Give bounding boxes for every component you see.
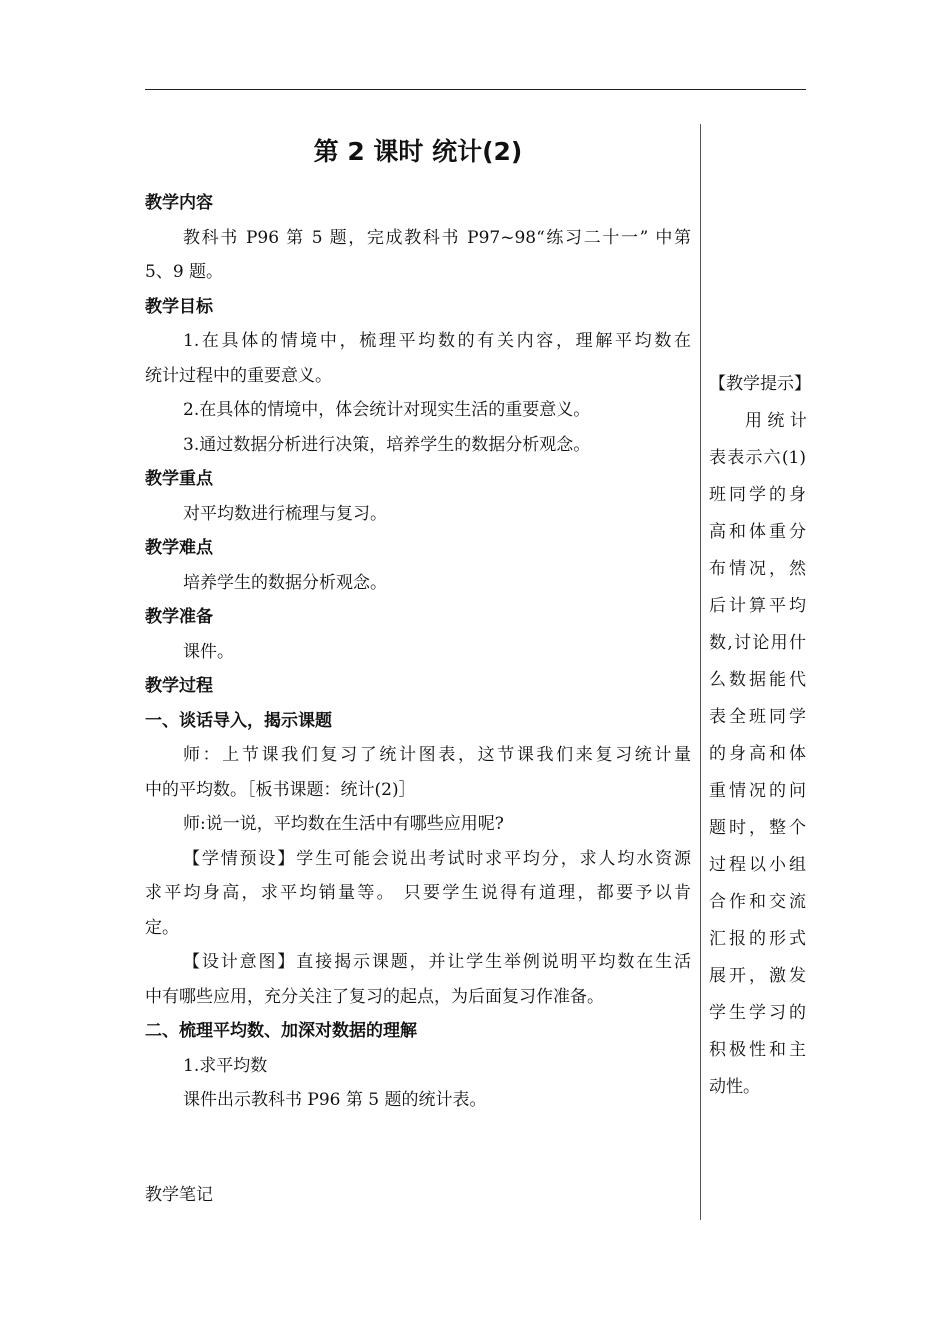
sidebar-line: 么数据能代 [709, 670, 806, 690]
content-line: 5、9 题。 [145, 262, 224, 282]
sidebar-line: 汇报的形式 [709, 929, 806, 949]
sidebar-line: 动性。 [709, 1077, 760, 1097]
sidebar-line: 表表示六(1) [709, 448, 806, 468]
footer-notes-label: 教学笔记 [145, 1185, 213, 1205]
section-heading-goals: 教学目标 [145, 296, 213, 317]
sidebar-heading: 【教学提示】 [709, 374, 811, 394]
sidebar-line: 学生学习的 [709, 1003, 806, 1023]
paragraph-line: 中有哪些应用，充分关注了复习的起点，为后面复习作准备。 [145, 986, 604, 1007]
prep-text: 课件。 [183, 641, 234, 662]
goal-line: 统计过程中的重要意义。 [145, 365, 332, 386]
subsection-heading-1: 一、谈话导入，揭示课题 [145, 710, 332, 731]
paragraph-line: 中的平均数。［板书课题：统计(2)］ [145, 779, 416, 800]
subsection-heading-2: 二、梳理平均数、加深对数据的理解 [145, 1021, 417, 1041]
sidebar-line: 积极性和主 [709, 1040, 806, 1060]
sidebar-line: 的身高和体 [709, 744, 806, 764]
sidebar-line: 表全班同学 [709, 707, 806, 727]
content-line: 教科书 P96 第 5 题，完成教科书 P97~98“练习二十一” 中第 [183, 227, 691, 248]
sidebar-line: 布情况，然 [709, 559, 806, 579]
paragraph-line: 定。 [145, 917, 179, 938]
difficulty-text: 培养学生的数据分析观念。 [183, 572, 387, 593]
section-heading-content: 教学内容 [145, 193, 213, 213]
key-text: 对平均数进行梳理与复习。 [183, 503, 387, 524]
paragraph-line: 师：上节课我们复习了统计图表，这节课我们来复习统计量 [183, 745, 691, 765]
sidebar-line: 用 统 计 [745, 411, 807, 431]
sidebar-line: 数,讨论用什 [709, 633, 806, 653]
paragraph-line: 求平均身高，求平均销量等。 只要学生说得有道理，都要予以肯 [145, 883, 691, 903]
paragraph-line: 1.求平均数 [183, 1055, 268, 1076]
goal-line: 3.通过数据分析进行决策，培养学生的数据分析观念。 [183, 434, 591, 455]
sidebar-line: 高和体重分 [709, 522, 806, 542]
page-title: 第 2 课时 统计(2) [313, 137, 523, 166]
section-heading-process: 教学过程 [145, 676, 213, 696]
goal-line: 2.在具体的情境中，体会统计对现实生活的重要意义。 [183, 400, 591, 420]
sidebar-tips [709, 366, 811, 1106]
column-divider [700, 124, 701, 1220]
paragraph-line: 【设计意图】直接揭示课题，并让学生举例说明平均数在生活 [183, 952, 691, 972]
paragraph-line: 师:说一说，平均数在生活中有哪些应用呢? [183, 814, 504, 834]
sidebar-line: 后计算平均 [709, 596, 806, 616]
sidebar-line: 题时，整个 [709, 818, 806, 838]
sidebar-line: 班同学的身 [709, 485, 806, 505]
sidebar-line: 展开，激发 [709, 966, 806, 986]
sidebar-line: 过程以小组 [709, 855, 806, 875]
paragraph-line: 课件出示教科书 P96 第 5 题的统计表。 [183, 1090, 487, 1110]
section-heading-difficulty: 教学难点 [145, 538, 213, 558]
top-rule [145, 89, 806, 90]
main-content [145, 186, 691, 1118]
section-heading-key: 教学重点 [145, 469, 213, 489]
sidebar-line: 合作和交流 [709, 892, 806, 912]
paragraph-line: 【学情预设】学生可能会说出考试时求平均分，求人均水资源 [183, 848, 691, 869]
sidebar-line: 重情况的问 [709, 781, 806, 801]
section-heading-prep: 教学准备 [145, 607, 213, 627]
goal-line: 1.在具体的情境中，梳理平均数的有关内容，理解平均数在 [183, 331, 691, 351]
